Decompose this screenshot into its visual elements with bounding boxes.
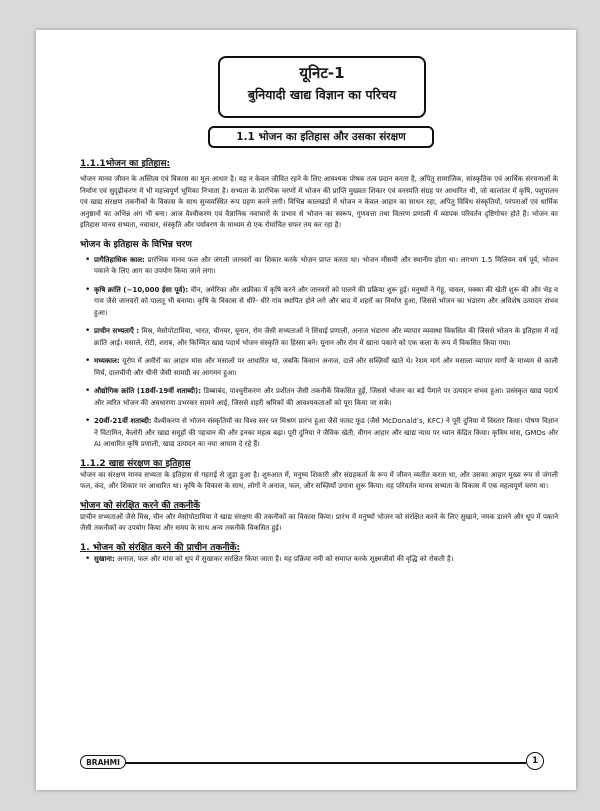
phase-text: यूरोप में अमीरों का आहार मांस और मसालों पर आधारित था, जबकि किसान अनाज, दालें और सब्ज़ियाँ खाते थे। रेशम मार्ग और मसाला व्यापार मार्गों के माध्यम से काली मिर्च, दालचीनी और चीनी जैसी सामग्री का आगमन हुआ।	[94, 357, 558, 377]
phase-text: डिब्बाबंद, पाश्चुरीकरण और प्रशीतन जैसी तकनीकें विकसित हुईं, जिससे भोजन का बड़े पैमाने पर उत्पादन संभव हुआ। प्रसंस्कृत खाद्य पदार्थ और त्वरित भोजन की अवधारणा उभरकर सामने आई, जिससे शहरी श्रमिकों की आवश्यकताओं को पूरा किया जा सके।	[94, 387, 558, 407]
phase-term: 20वीं-21वीं शताब्दी:	[94, 417, 152, 425]
unit-title: यूनिट-1	[299, 64, 345, 82]
phase-term: प्रागैतिहासिक काल:	[94, 255, 145, 264]
list-item	[94, 285, 558, 320]
heading-food-history: 1.1.1भोजन का इतिहास:	[80, 159, 171, 169]
unit-title-box	[218, 56, 426, 118]
main-content	[80, 158, 558, 572]
phase-text: प्रारंभिक मानव फल और जंगली जानवरों का शिकार करके भोजन प्राप्त करता था। भोजन मौसमी और स्थानीय होता था। लगभग 1.5 मिलियन वर्ष पूर्व, भोजन पकाने के लिए आग का उपयोग किया जाने लगा।	[94, 255, 558, 275]
heading-phases: भोजन के इतिहास के विभिन्न चरण	[80, 239, 192, 250]
unit-subtitle: बुनियादी खाद्य विज्ञान का परिचय	[247, 87, 397, 102]
para-food-history: भोजन मानव जीवन के अस्तित्व एवं विकास का मूल आधार है। यह न केवल जीवित रहने के लिए आवश्यक पोषक तत्व प्रदान करता है, अपितु सामाजिक, सांस्कृतिक एवं आर्थिक संरचनाओं के निर्माण एवं सुदृढ़ीकरण में भी महत्त्वपूर्ण भूमिका निभाता है। सभ्यता के प्रारंभिक चरणों में भोजन की प्राप्ति मुख्यतः शिकार एवं वनस्पति संग्रह पर आधारित थी, जो कालांतर में कृषि, पशुपालन एवं खाद्य संरक्षण तकनीकों के विकास के साथ सुव्यवस्थित रूप ग्रहण करने लगी। विभिन्न कालखंडों में भोजन न केवल आहार का साधन रहा, अपितु विविध संस्कृतियों, परंपराओं एवं धार्मिक अनुष्ठानों का अभिन्न अंग भी बना। आज वैश्वीकरण एवं वैज्ञानिक नवाचारों के प्रभाव से भोजन का स्वरूप, गुणवत्ता तथा वितरण प्रणाली में व्यापक परिवर्तन दृष्टिगोचर होते हैं। भोजन का इतिहास मानव सभ्यता, नवाचार, संस्कृति और पर्यावरण के माध्यम से एक रोमांचित सफर तय कर रहा है।	[80, 175, 558, 229]
phase-term: प्राचीन सभ्यताएँ :	[94, 327, 140, 335]
phase-text: मिस्र, मेसोपोटामिया, भारत, चीनयर, यूनान, रोम जैसी सभ्यताओं ने सिंचाई प्रणाली, अनाज भंडारण और व्यापार व्यवस्था विकसित की जिससे भोजन के इतिहास में नई क्रांति आई। मसाले, रोटी, शराब, और किण्वित खाद्य पदार्थ भोजन संस्कृति का हिस्सा बने। यूनान और रोम में खाना पकाने को एक कला के रूप में विकसित किया गया।	[94, 327, 558, 347]
phase-term: मध्यकाल:	[94, 357, 120, 365]
phase-term: कृषि क्रांति (~10,000 ईसा पूर्व):	[94, 285, 189, 294]
section-heading: 1.1 भोजन का इतिहास और उसका संरक्षण	[208, 126, 434, 148]
list-item	[94, 416, 558, 451]
technique-term: सुखाना:	[94, 554, 115, 563]
list-item	[94, 356, 558, 379]
document-page	[36, 30, 576, 790]
footer-rule	[86, 762, 526, 764]
list-item	[94, 255, 558, 278]
list-item	[94, 554, 558, 566]
phase-text: चीन, अमेरिका और अफ्रीका में कृषि करने और जानवरों को पालने की प्रक्रिया शुरू हुई। मनुष्यों ने गेहूं, चावल, मक्का की खेती शुरू की और भेड़ व गाय जैसे जानवरों को पालतू भी बनाया। कृषि के विकास से धीरे- धीरे गांव स्थापित होने लगे और बाद में शहरों का निर्माण हुआ, जिससे भोजन का भंडारण और अधिशेष उत्पादन संभव हुआ।	[94, 285, 558, 317]
heading-preservation-history: 1.1.2 खाद्य संरक्षण का इतिहास	[80, 458, 191, 469]
list-item	[94, 386, 558, 409]
para-techniques: प्राचीन सभ्यताओं जैसे मिस्र, चीन और मेसोपोटामिया ने खाद्य संरक्षण की तकनीकों का विकास किया। प्रारंभ में मनुष्यों भोजन को संरक्षित करने के लिए सुखाने, नमक डालने और धूप में पकाने जैसी तकनीकों का उपयोग किया और समय के साथ अन्य तकनीकें विकसित हुई।	[80, 512, 558, 532]
phases-list	[80, 255, 558, 451]
brand-label: BRAHMI	[80, 755, 126, 769]
page-number: 1	[526, 752, 544, 770]
para-preservation-history: भोजन का संरक्षण मानव सभ्यता के इतिहास से गहराई से जुड़ा हुआ है। शुरुआत में, मनुष्य शिकारी और संग्रहकर्ता के रूप में जीवन व्यतीत करता था, और उसका आहार मुख्य रूप से जंगली फल, कंद, और शिकार पर आधारित था। कृषि के विकास के साथ, लोगों ने अनाज, फल, और सब्ज़ियाँ उगाना शुरू किया। यह परिवर्तन मानव सभ्यता के विकास में एक महत्वपूर्ण चरण था।	[80, 470, 558, 490]
heading-ancient-techniques: 1. भोजन को संरक्षित करने की प्राचीन तकनीकें:	[80, 542, 241, 553]
list-item	[94, 326, 558, 349]
ancient-list	[80, 554, 558, 566]
page-content	[80, 30, 558, 770]
technique-text: अनाज, फल और मांस को धूप में सुखाकर संरक्षित किया जाता है। यह प्रक्रिया नमी को समाप्त करके सूक्ष्मजीवों की वृद्धि को रोकती है।	[114, 554, 454, 563]
page-footer	[50, 750, 562, 776]
heading-techniques: भोजन को संरक्षित करने की तकनीकें	[80, 500, 201, 511]
phase-term: औद्योगिक क्रांति (18वीं-19वीं शताब्दी):	[94, 387, 202, 395]
phase-text: वैश्वीकरण से भोजन संस्कृतियों का विश्व स्तर पर मिश्रण प्रारंभ हुआ जैसे फास्ट फूड (जैसे McDonald’s, KFC) ने पूरी दुनिया में विस्तार किया। पोषण विज्ञान ने विटामिन, कैलोरी और खाद्य समूहों की पहचान की और इनका महत्व बढ़ा। पूरी दुनिया ने जैविक खेती, वीगन आहार और खाद्य न्याय पर ध्यान केंद्रित किया। कृत्रिम मांस, GMOs और AI आधारित कृषि प्रणाली, खाद्य उत्पादन का नया आयाम दे रहे हैं।	[94, 417, 558, 448]
